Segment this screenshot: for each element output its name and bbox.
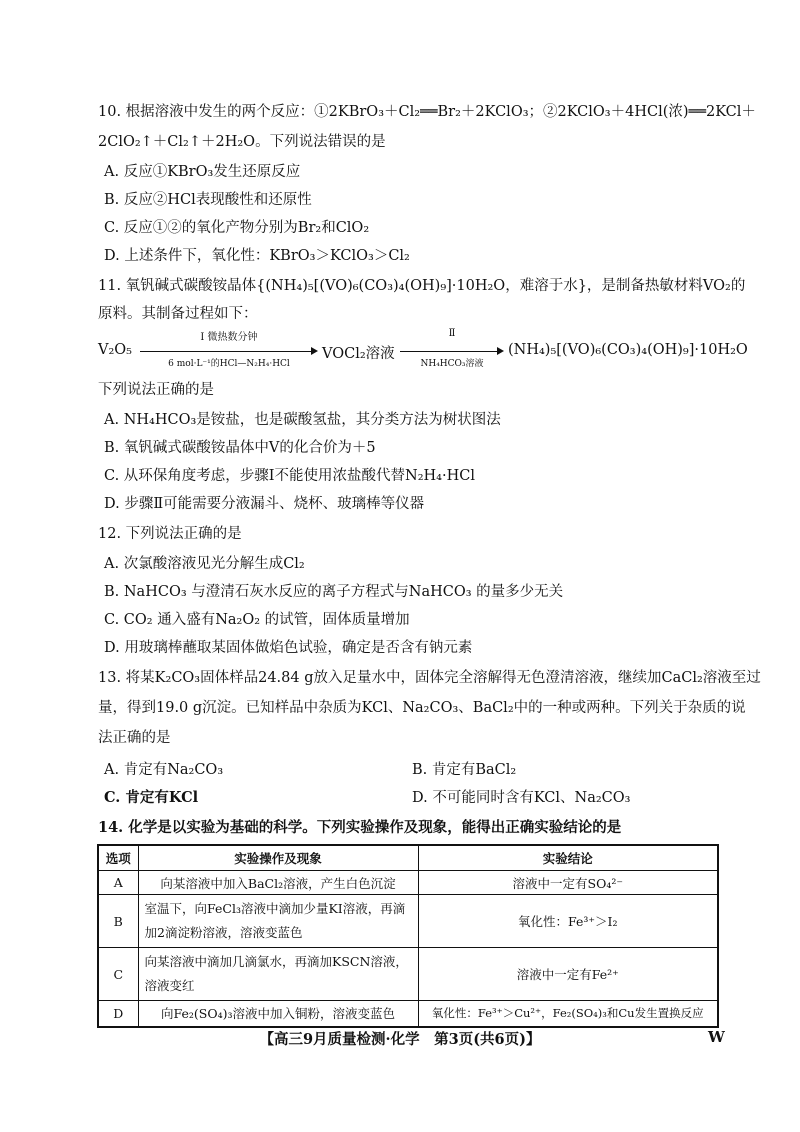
row-conclusion: 溶液中一定有SO₄²⁻ xyxy=(418,871,718,895)
header-operation: 实验操作及现象 xyxy=(138,845,418,871)
row-operation: 室温下，向FeCl₃溶液中滴加少量KI溶液，再滴加2滴淀粉溶液，溶液变蓝色 xyxy=(138,895,418,948)
q13-option-b: B. 肯定有BaCl₂ xyxy=(412,762,517,778)
header-option: 选项 xyxy=(98,845,138,871)
q11-stem-line1: 11. 氧钒碱式碳酸铵晶体{(NH₄)₅[(VO)₆(CO₃)₄(OH)₉]·10H₂O，难溶于水}，是制备热敏材料VO₂的 xyxy=(98,278,746,294)
q12-stem: 12. 下列说法正确的是 xyxy=(98,526,242,542)
q11-option-a: A. NH₄HCO₃是铵盐，也是碳酸氢盐，其分类方法为树状图法 xyxy=(104,412,501,428)
q13-stem-line1: 13. 将某K₂CO₃固体样品24.84 g放入足量水中，固体完全溶解得无色澄清溶液，继续加CaCl₂溶液至过 xyxy=(98,670,761,686)
q12-option-d: D. 用玻璃棒蘸取某固体做焰色试验，确定是否含有钠元素 xyxy=(104,640,473,656)
step2-condition-top: Ⅱ xyxy=(448,328,456,339)
row-operation: 向Fe₂(SO₄)₃溶液中加入铜粉，溶液变蓝色 xyxy=(138,1001,418,1027)
row-option: D xyxy=(98,1001,138,1027)
q13-stem-line3: 法正确的是 xyxy=(98,730,171,746)
q11-option-b: B. 氧钒碱式碳酸铵晶体中V的化合价为＋5 xyxy=(104,440,376,456)
q11-reaction-scheme xyxy=(98,328,748,378)
page-footer: 【高三9月质量检测·化学 第3页(共6页)】 xyxy=(259,1031,541,1048)
q12-option-b: B. NaHCO₃ 与澄清石灰水反应的离子方程式与NaHCO₃ 的量多少无关 xyxy=(104,584,564,600)
q12-option-c: C. CO₂ 通入盛有Na₂O₂ 的试管，固体质量增加 xyxy=(104,612,410,628)
experiment-table xyxy=(97,844,719,1028)
q10-option-b: B. 反应②HCl表现酸性和还原性 xyxy=(104,192,312,208)
row-option: A xyxy=(98,871,138,895)
q10-option-c: C. 反应①②的氧化产物分别为Br₂和ClO₂ xyxy=(104,220,370,236)
q11-option-d: D. 步骤Ⅱ可能需要分液漏斗、烧杯、玻璃棒等仪器 xyxy=(104,496,425,512)
edition-mark: W xyxy=(708,1028,725,1046)
table-header-row xyxy=(98,845,718,871)
table-row xyxy=(98,895,718,948)
row-operation: 向某溶液中加入BaCl₂溶液，产生白色沉淀 xyxy=(138,871,418,895)
scheme-arrow-step2 xyxy=(400,328,504,378)
q11-question: 下列说法正确的是 xyxy=(98,382,214,398)
q10-option-a: A. 反应①KBrO₃发生还原反应 xyxy=(104,164,301,180)
row-option: C xyxy=(98,948,138,1001)
step2-condition-bottom: NH₄HCO₃溶液 xyxy=(420,359,484,369)
q11-option-c: C. 从环保角度考虑，步骤Ⅰ不能使用浓盐酸代替N₂H₄·HCl xyxy=(104,468,475,484)
table-row xyxy=(98,1001,718,1027)
table-row xyxy=(98,871,718,895)
q12-option-a: A. 次氯酸溶液见光分解生成Cl₂ xyxy=(104,556,305,572)
q14-stem: 14. 化学是以实验为基础的科学。下列实验操作及现象，能得出正确实验结论的是 xyxy=(98,819,622,836)
scheme-product: (NH₄)₅[(VO)₆(CO₃)₄(OH)₉]·10H₂O xyxy=(508,342,748,358)
row-conclusion: 溶液中一定有Fe²⁺ xyxy=(418,948,718,1001)
q10-option-d: D. 上述条件下，氧化性：KBrO₃＞KClO₃＞Cl₂ xyxy=(104,248,410,264)
step1-condition-bottom: 6 mol·L⁻¹的HCl—N₂H₄·HCl xyxy=(168,359,290,369)
q10-stem-line2: 2ClO₂↑＋Cl₂↑＋2H₂O。下列说法错误的是 xyxy=(98,134,386,150)
q13-option-d: D. 不可能同时含有KCl、Na₂CO₃ xyxy=(412,790,631,806)
scheme-intermediate: VOCl₂溶液 xyxy=(322,346,395,362)
table-row xyxy=(98,948,718,1001)
q10-stem-line1: 10. 根据溶液中发生的两个反应：①2KBrO₃＋Cl₂══Br₂＋2KClO₃；②2KClO₃＋4HCl(浓)══2KCl＋ xyxy=(98,104,756,120)
q13-option-c: C. 肯定有KCl xyxy=(104,789,199,806)
row-conclusion: 氧化性：Fe³⁺＞I₂ xyxy=(418,895,718,948)
scheme-arrow-step1 xyxy=(140,328,318,378)
row-operation: 向某溶液中滴加几滴氯水，再滴加KSCN溶液，溶液变红 xyxy=(138,948,418,1001)
q13-option-a: A. 肯定有Na₂CO₃ xyxy=(104,762,224,778)
header-conclusion: 实验结论 xyxy=(418,845,718,871)
scheme-start: V₂O₅ xyxy=(98,342,132,358)
q11-stem-line2: 原料。其制备过程如下： xyxy=(98,306,258,322)
row-conclusion: 氧化性：Fe³⁺＞Cu²⁺，Fe₂(SO₄)₃和Cu发生置换反应 xyxy=(418,1001,718,1027)
step1-condition-top: Ⅰ 微热数分钟 xyxy=(200,332,258,343)
row-option: B xyxy=(98,895,138,948)
q13-stem-line2: 量，得到19.0 g沉淀。已知样品中杂质为KCl、Na₂CO₃、BaCl₂中的一种或两种。下列关于杂质的说 xyxy=(98,700,746,716)
